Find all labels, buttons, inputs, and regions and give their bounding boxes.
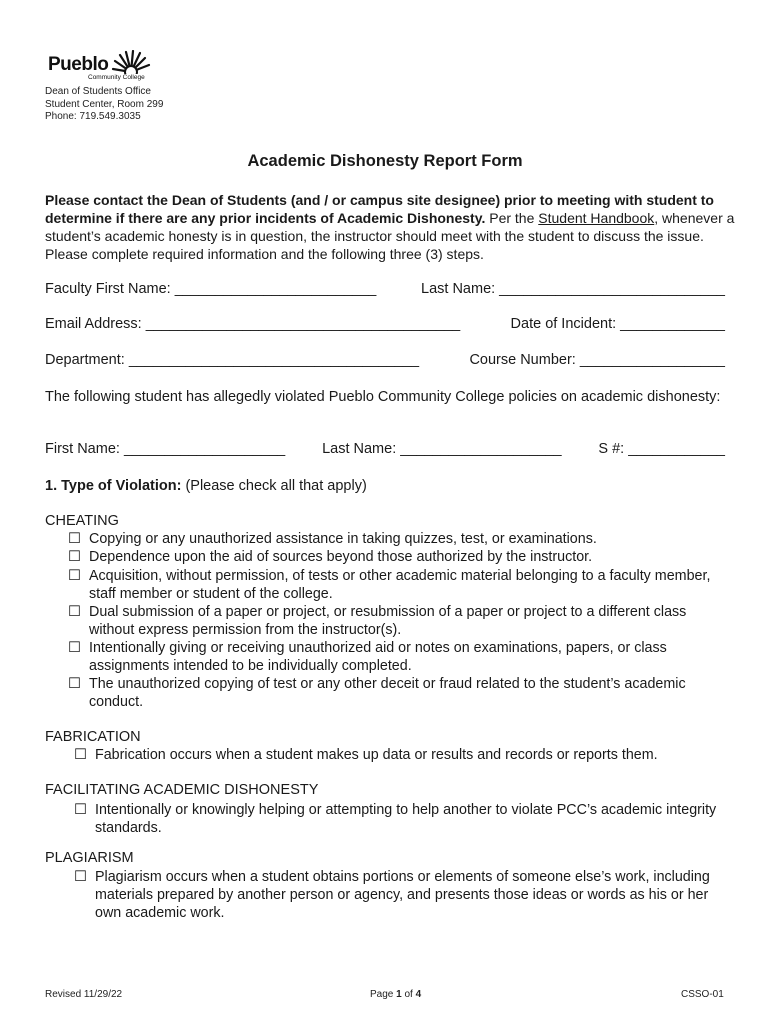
student-last-name-field[interactable]: Last Name: ____________________ xyxy=(322,441,562,457)
footer-page-number xyxy=(370,989,421,1000)
section-1-title: 1. Type of Violation: xyxy=(45,478,182,494)
college-logo xyxy=(48,50,158,86)
section-1-heading xyxy=(45,478,367,494)
email-date-row xyxy=(45,316,725,332)
footer-revised: Revised 11/29/22 xyxy=(45,989,123,1000)
checkbox-icon[interactable]: ☐ xyxy=(74,747,87,763)
department-course-row xyxy=(45,352,725,368)
page-total: 4 xyxy=(415,989,422,1000)
checkbox-label: Plagiarism occurs when a student obtains portions or elements of someone else’s work, including materials prepared by another person or agency, and presents those ideas or words as his or her own academic work. xyxy=(95,869,710,921)
category-plagiarism: PLAGIARISM xyxy=(45,850,134,866)
checkbox-icon[interactable]: ☐ xyxy=(74,802,87,818)
logo-subtitle: Community College xyxy=(88,74,145,81)
checkbox-label: Dual submission of a paper or project, or resubmission of a paper or project to a different class without express permission from the instructor(s). xyxy=(89,604,687,638)
checkbox-item[interactable] xyxy=(68,675,718,711)
student-intro-text: The following student has allegedly violated Pueblo Community College policies on academic dishonesty: xyxy=(45,389,721,405)
office-address xyxy=(45,86,163,124)
form-title: Academic Dishonesty Report Form xyxy=(247,152,523,170)
checkbox-label: Dependence upon the aid of sources beyond those authorized by the instructor. xyxy=(89,549,593,565)
checkbox-label: Copying or any unauthorized assistance in taking quizzes, test, or examinations. xyxy=(89,531,597,547)
office-line: Phone: 719.549.3035 xyxy=(45,111,141,122)
footer-form-code: CSSO-01 xyxy=(681,989,724,1000)
page-prefix: Page xyxy=(370,989,397,1000)
checkbox-label: Intentionally or knowingly helping or attempting to help another to violate PCC’s academic integrity standards. xyxy=(95,802,717,836)
checkbox-icon[interactable]: ☐ xyxy=(74,869,87,885)
page-current: 1 xyxy=(396,989,402,1000)
sunburst-icon xyxy=(110,50,152,74)
student-s-number-field[interactable]: S #: ____________ xyxy=(598,441,725,457)
checkbox-item[interactable] xyxy=(74,746,724,764)
checkbox-item[interactable] xyxy=(68,548,718,566)
student-first-name-field[interactable]: First Name: ____________________ xyxy=(45,441,286,457)
intro-paragraph xyxy=(45,191,735,263)
checkbox-icon[interactable]: ☐ xyxy=(68,604,81,620)
checkbox-icon[interactable]: ☐ xyxy=(68,640,81,656)
checkbox-item[interactable] xyxy=(68,639,718,675)
checkbox-label: Fabrication occurs when a student makes up data or results and records or reports them. xyxy=(95,747,658,763)
category-cheating: CHEATING xyxy=(45,513,119,529)
course-number-field[interactable]: Course Number: __________________ xyxy=(469,352,725,368)
checkbox-item[interactable] xyxy=(68,567,718,603)
checkbox-item[interactable] xyxy=(74,868,724,922)
intro-bold: Please contact the Dean of Students (and / or campus site designee) prior to meeting with student to determine if there are any prior incidents of Academic Dishonesty. xyxy=(45,192,714,226)
faculty-first-name-field[interactable]: Faculty First Name: _________________________ xyxy=(45,281,377,297)
category-fabrication: FABRICATION xyxy=(45,729,141,745)
intro-post-link: , whenever a student’s academic honesty is in question, the instructor should meet with the student to discuss the issue. Please complete required information and the following three (3) steps. xyxy=(45,210,735,262)
intro-pre-link: Per the xyxy=(485,210,539,226)
checkbox-label: Intentionally giving or receiving unauthorized aid or notes on examinations, papers, or class assignments intended to be individually completed. xyxy=(89,640,667,674)
faculty-name-row xyxy=(45,281,725,297)
category-facilitating: FACILITATING ACADEMIC DISHONESTY xyxy=(45,782,319,798)
student-handbook-link[interactable]: Student Handbook xyxy=(538,210,655,226)
checkbox-label: The unauthorized copying of test or any other deceit or fraud related to the student’s academic conduct. xyxy=(89,676,686,710)
checkbox-item[interactable] xyxy=(68,530,718,548)
date-of-incident-field[interactable]: Date of Incident: _____________ xyxy=(510,316,725,332)
checkbox-icon[interactable]: ☐ xyxy=(68,549,81,565)
email-field[interactable]: Email Address: _______________________________________ xyxy=(45,316,461,332)
checkbox-icon[interactable]: ☐ xyxy=(68,676,81,692)
student-name-row xyxy=(45,441,725,457)
checkbox-item[interactable] xyxy=(74,801,724,837)
checkbox-icon[interactable]: ☐ xyxy=(68,531,81,547)
checkbox-label: Acquisition, without permission, of tests or other academic material belonging to a faculty member, staff member or student of the college. xyxy=(89,568,711,602)
office-line: Dean of Students Office xyxy=(45,86,151,97)
checkbox-icon[interactable]: ☐ xyxy=(68,568,81,584)
faculty-last-name-field[interactable]: Last Name: ____________________________ xyxy=(421,281,725,297)
office-line: Student Center, Room 299 xyxy=(45,98,164,110)
page-mid: of xyxy=(401,989,416,1000)
section-1-note: (Please check all that apply) xyxy=(181,478,367,494)
checkbox-item[interactable] xyxy=(68,603,718,639)
department-field[interactable]: Department: ____________________________________ xyxy=(45,352,420,368)
logo-wordmark: Pueblo xyxy=(48,54,109,75)
